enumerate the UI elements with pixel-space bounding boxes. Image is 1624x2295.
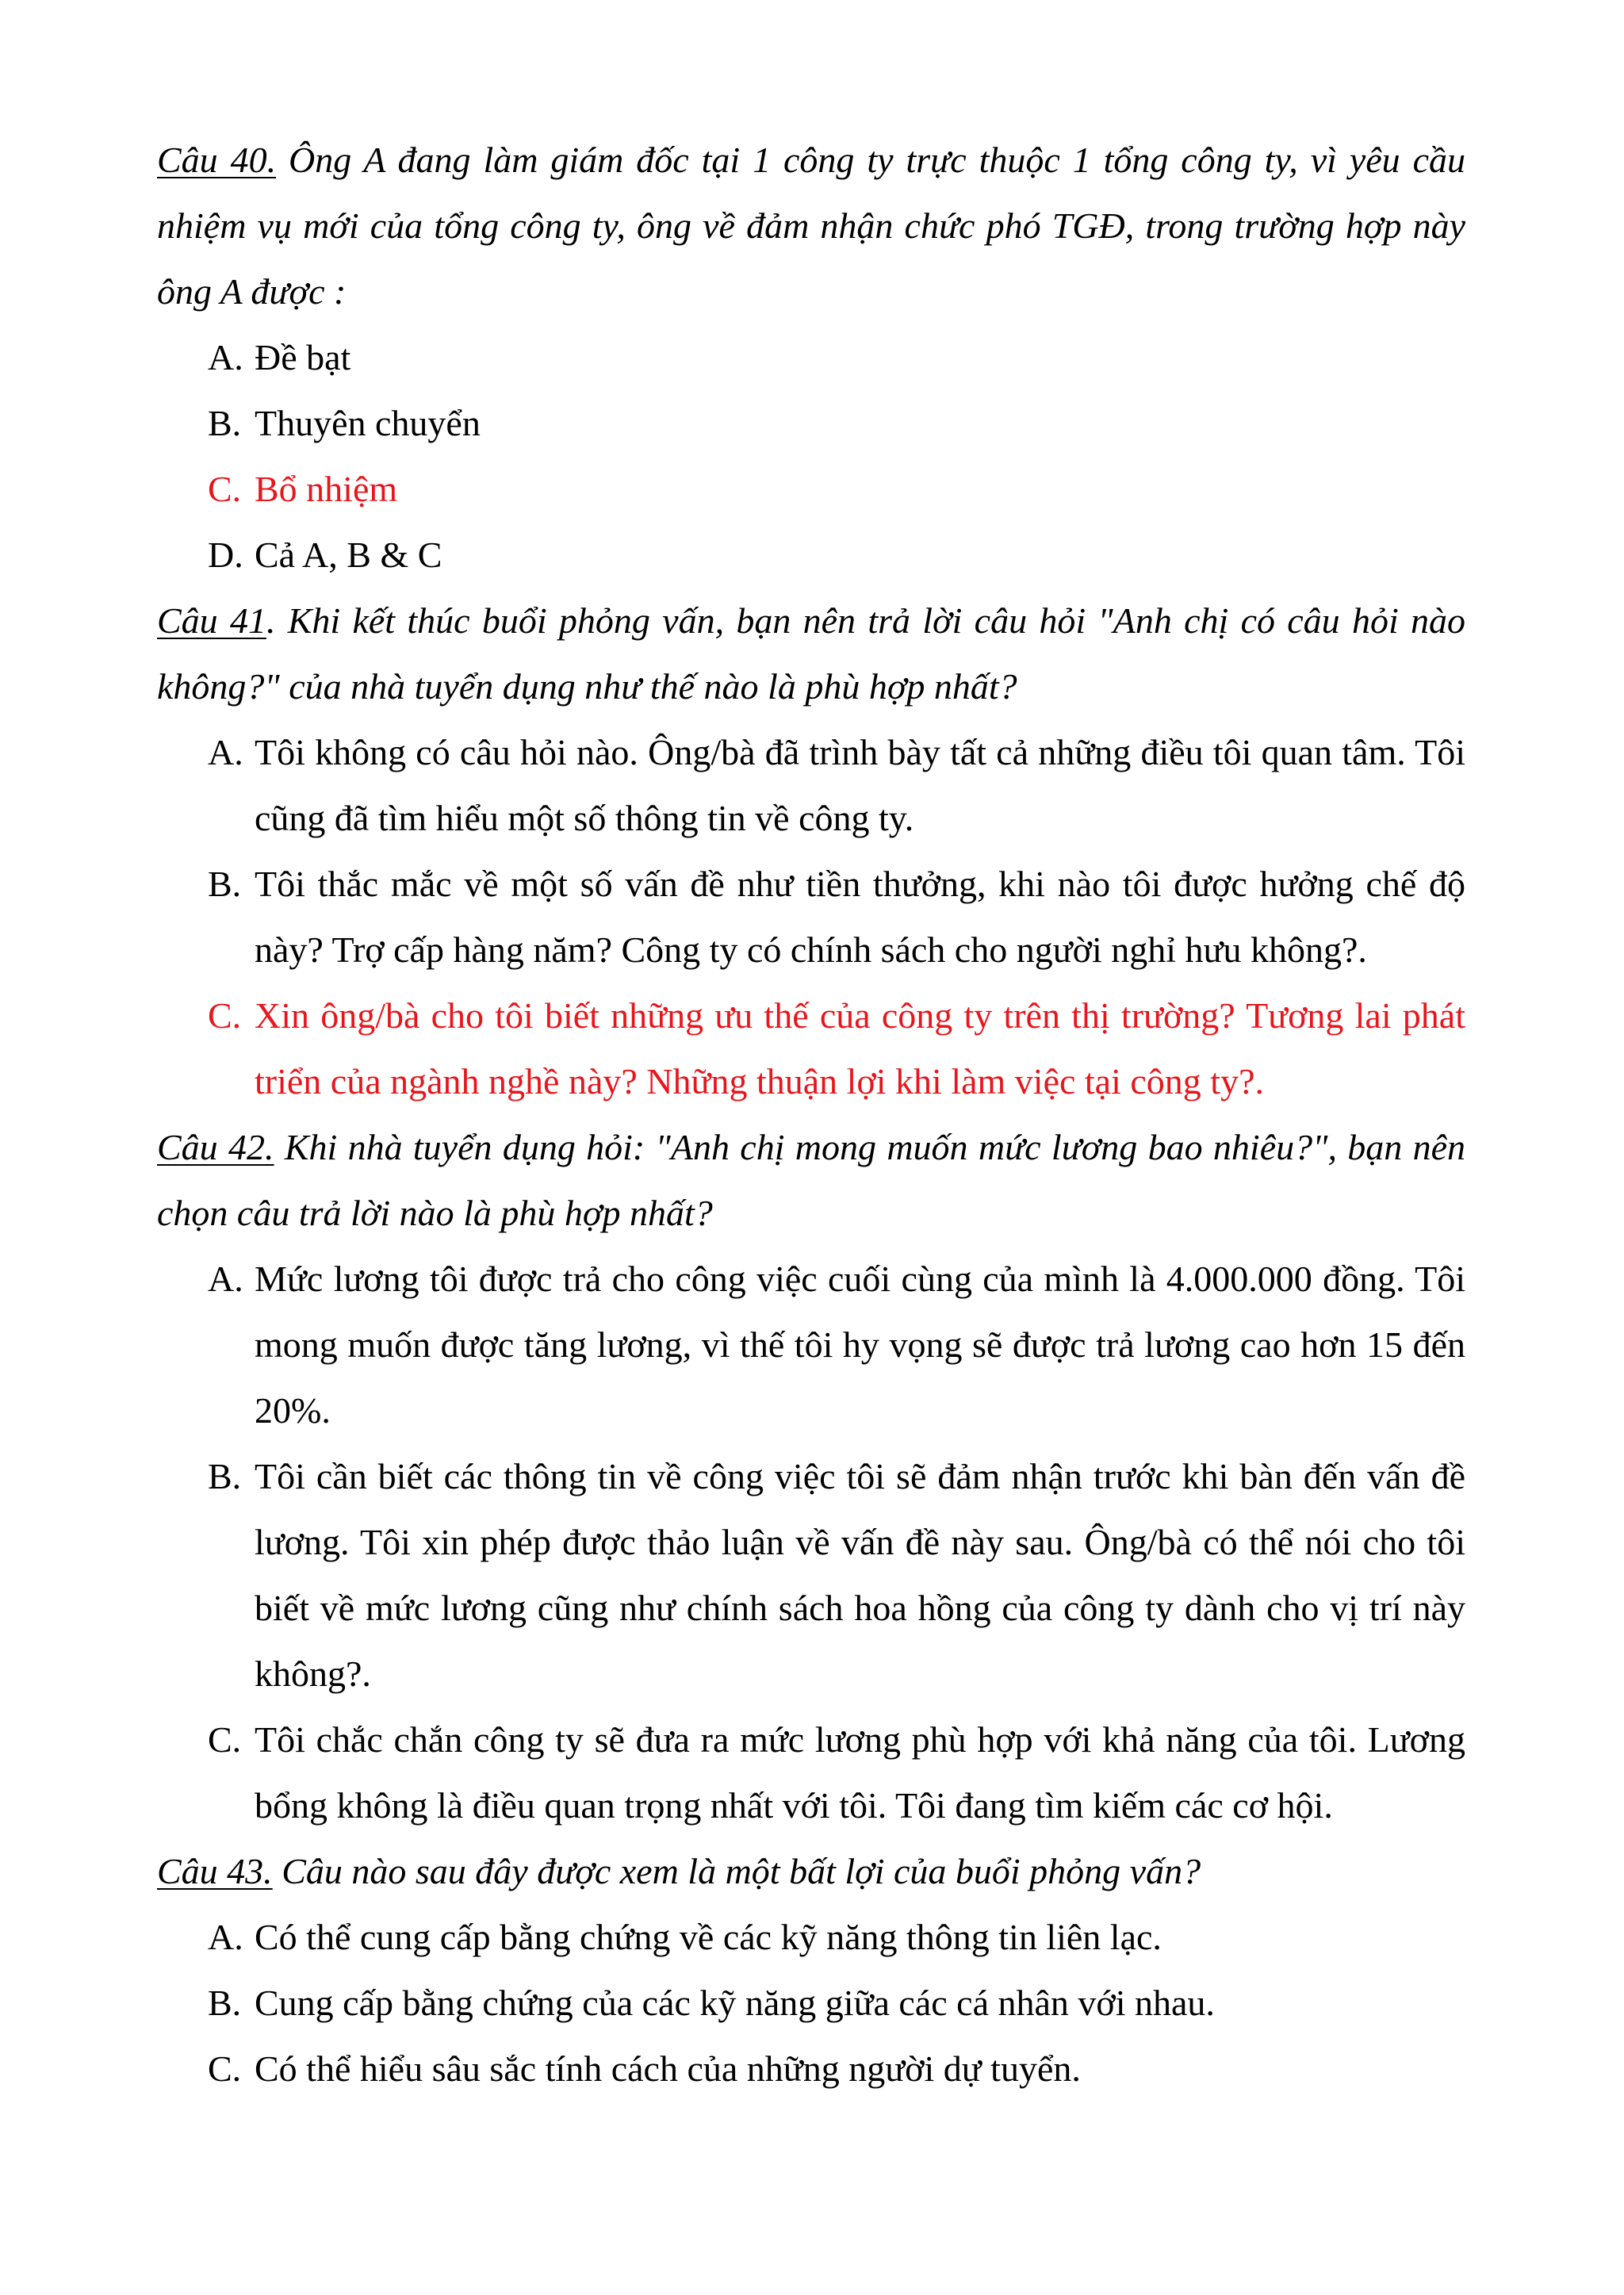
answer-option-b: [157, 1443, 1465, 1707]
question-number: Câu 41: [157, 600, 266, 641]
option-letter: B.: [208, 403, 242, 443]
question-text: [157, 588, 1465, 719]
option-letter: C.: [208, 1719, 242, 1760]
question-text: [157, 1838, 1465, 1904]
answer-option-c: [157, 2036, 1465, 2102]
option-letter: D.: [208, 534, 243, 575]
answer-options: [157, 1904, 1465, 2102]
answer-option-c: [157, 456, 1465, 522]
question-number: Câu 42.: [157, 1127, 274, 1167]
answer-option-d: [157, 522, 1465, 588]
question-body: Khi nhà tuyển dụng hỏi: "Anh chị mong muốn mức lương bao nhiêu?", bạn nên chọn câu trả lời nào là phù hợp nhất?: [157, 1127, 1465, 1233]
option-text: Thuyên chuyển: [255, 403, 481, 443]
answer-option-b: [157, 851, 1465, 983]
option-text: Cung cấp bằng chứng của các kỹ năng giữa các cá nhân với nhau.: [255, 1983, 1215, 2023]
option-letter: C.: [208, 995, 242, 1036]
option-letter: C.: [208, 469, 242, 509]
option-text: Đề bạt: [255, 337, 351, 377]
option-letter: A.: [208, 1917, 243, 1957]
option-letter: A.: [208, 732, 243, 772]
option-text: Cả A, B & C: [255, 534, 442, 575]
option-letter: A.: [208, 1259, 243, 1299]
answer-option-c: [157, 983, 1465, 1114]
option-letter: B.: [208, 1983, 242, 2023]
option-text: Tôi không có câu hỏi nào. Ông/bà đã trình bày tất cả những điều tôi quan tâm. Tôi cũng đã tìm hiểu một số thông tin về công ty.: [255, 732, 1465, 838]
option-text: Tôi thắc mắc về một số vấn đề như tiền thưởng, khi nào tôi được hưởng chế độ này? Trợ cấp hàng năm? Công ty có chính sách cho người nghỉ hưu không?.: [255, 864, 1465, 970]
answer-option-a: [157, 324, 1465, 390]
question-text: [157, 1114, 1465, 1246]
question-text: [157, 127, 1465, 324]
option-letter: A.: [208, 337, 243, 377]
option-text: Có thể hiểu sâu sắc tính cách của những người dự tuyển.: [255, 2048, 1081, 2089]
answer-option-c: [157, 1707, 1465, 1838]
question-body: Ông A đang làm giám đốc tại 1 công ty trực thuộc 1 tổng công ty, vì yêu cầu nhiệm vụ mới của tổng công ty, ông về đảm nhận chức phó TGĐ, trong trường hợp này ông A được :: [157, 140, 1466, 312]
answer-option-b: [157, 1970, 1465, 2036]
question-block: [157, 127, 1465, 588]
question-block: [157, 588, 1465, 1114]
answer-option-a: [157, 1904, 1465, 1970]
answer-option-a: [157, 719, 1465, 851]
option-letter: B.: [208, 864, 242, 904]
option-letter: C.: [208, 2048, 242, 2089]
option-text: Bổ nhiệm: [255, 469, 398, 509]
answer-option-a: [157, 1246, 1465, 1443]
answer-options: [157, 719, 1465, 1114]
question-block: [157, 1114, 1465, 1838]
question-body: Câu nào sau đây được xem là một bất lợi của buổi phỏng vấn?: [272, 1851, 1201, 1891]
document-page: [157, 127, 1465, 2102]
question-body: . Khi kết thúc buổi phỏng vấn, bạn nên trả lời câu hỏi "Anh chị có câu hỏi nào không?" của nhà tuyển dụng như thế nào là phù hợp nhất?: [157, 600, 1466, 707]
question-number: Câu 40.: [157, 140, 277, 180]
option-text: Có thể cung cấp bằng chứng về các kỹ năng thông tin liên lạc.: [255, 1917, 1162, 1957]
option-text: Tôi chắc chắn công ty sẽ đưa ra mức lương phù hợp với khả năng của tôi. Lương bổng không là điều quan trọng nhất với tôi. Tôi đang tìm kiếm các cơ hội.: [255, 1719, 1465, 1826]
option-letter: B.: [208, 1456, 242, 1496]
option-text: Mức lương tôi được trả cho công việc cuối cùng của mình là 4.000.000 đồng. Tôi mong muốn được tăng lương, vì thế tôi hy vọng sẽ được trả lương cao hơn 15 đến 20%.: [255, 1259, 1465, 1431]
answer-option-b: [157, 390, 1465, 456]
option-text: Xin ông/bà cho tôi biết những ưu thế của công ty trên thị trường? Tương lai phát triển của ngành nghề này? Những thuận lợi khi làm việc tại công ty?.: [255, 995, 1465, 1102]
question-block: [157, 1838, 1465, 2102]
answer-options: [157, 1246, 1465, 1838]
question-number: Câu 43.: [157, 1851, 273, 1891]
option-text: Tôi cần biết các thông tin về công việc tôi sẽ đảm nhận trước khi bàn đến vấn đề lương. Tôi xin phép được thảo luận về vấn đề này sau. Ông/bà có thể nói cho tôi biết về mức lương cũng như chính sách hoa hồng của công ty dành cho vị trí này không?.: [255, 1456, 1465, 1694]
answer-options: [157, 324, 1465, 588]
